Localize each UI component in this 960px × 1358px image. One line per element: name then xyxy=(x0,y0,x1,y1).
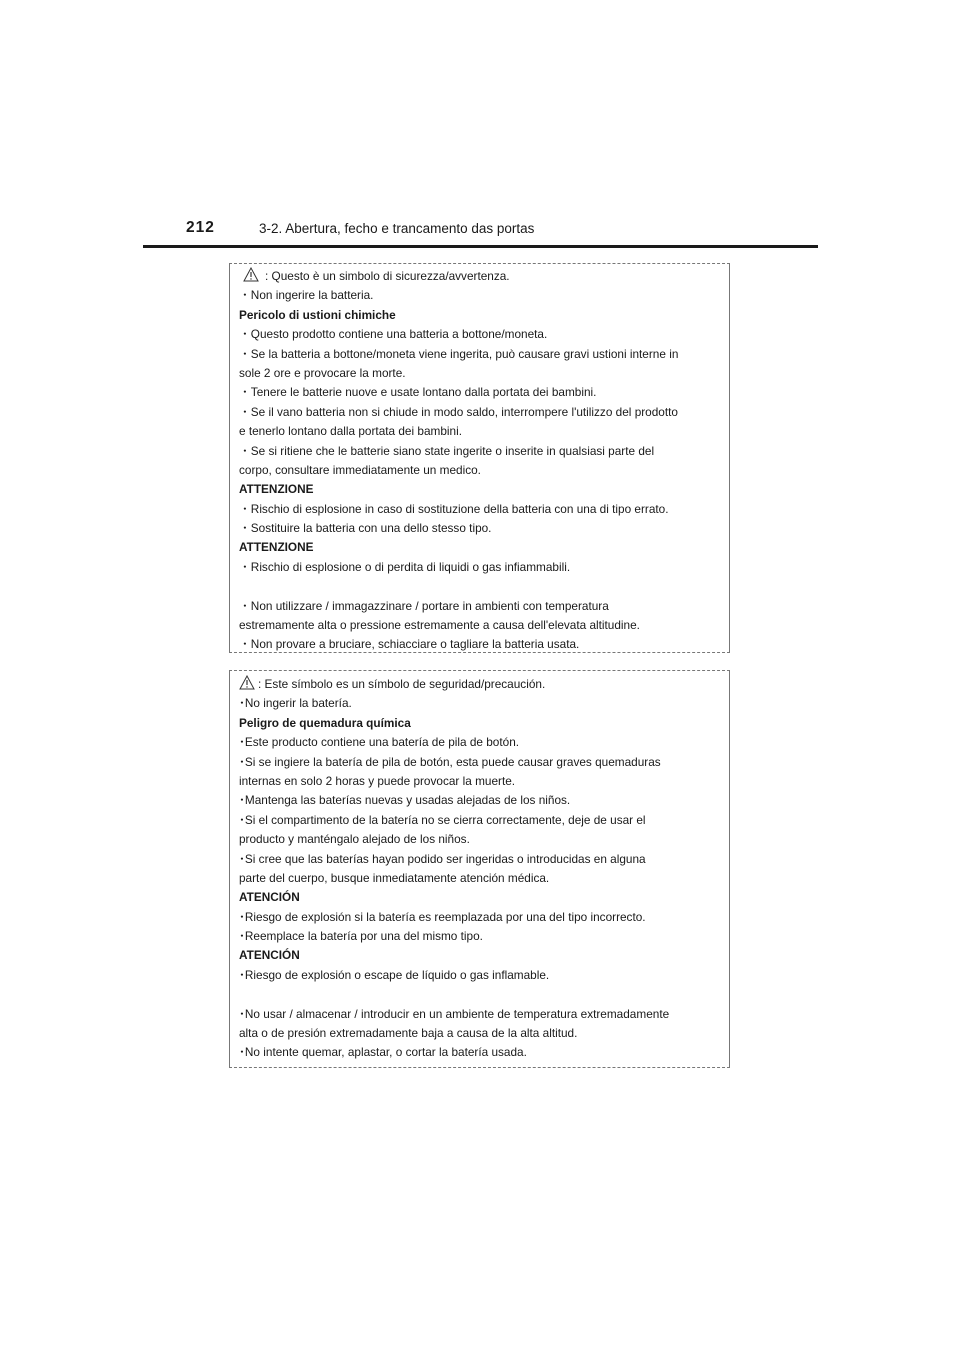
notice-line: internas en solo 2 horas y puede provocar la muerte. xyxy=(239,773,516,788)
notice-line: alta o de presión extremadamente baja a causa de la alta altitud. xyxy=(239,1026,578,1041)
notice-heading: ATTENZIONE xyxy=(239,540,314,555)
notice-line: ･Riesgo de explosión si la batería es reemplazada por una del tipo incorrecto. xyxy=(239,909,646,924)
notice-line xyxy=(239,577,721,596)
page-header xyxy=(186,219,818,243)
notice-line: e tenerlo lontano dalla portata dei bambini. xyxy=(239,424,462,439)
warning-triangle-icon xyxy=(239,675,255,690)
notice-line: parte del cuerpo, busque inmediatamente atención médica. xyxy=(239,870,550,885)
notice-line: ･Si cree que las baterías hayan podido ser ingeridas o introducidas en alguna xyxy=(239,851,646,866)
symbol-text: : Questo è un simbolo di sicurezza/avvertenza. xyxy=(265,269,510,283)
notice-line: ・Se il vano batteria non si chiude in modo saldo, interrompere l'utilizzo del prodotto xyxy=(239,404,678,419)
page-number: 212 xyxy=(186,219,215,236)
notice-heading: ATENCIÓN xyxy=(239,948,300,963)
notice-line: ･Si se ingiere la batería de pila de botón, esta puede causar graves quemaduras xyxy=(239,754,661,769)
notice-line xyxy=(239,985,721,1004)
notice-line: ・Non ingerire la batteria. xyxy=(239,288,374,303)
notice-line: ・Non provare a bruciare, schiacciare o tagliare la batteria usata. xyxy=(239,637,580,652)
notice-line: ・Se la batteria a bottone/moneta viene ingerita, può causare gravi ustioni interne in xyxy=(239,346,679,361)
notice-lines xyxy=(239,286,721,654)
notice-line: ･No ingerir la batería. xyxy=(239,696,352,711)
notice-line: estremamente alta o pressione estremamente a causa dell'elevata altitudine. xyxy=(239,618,640,633)
notice-line: corpo, consultare immediatamente un medico. xyxy=(239,462,481,477)
section-title: 3-2. Abertura, fecho e trancamento das portas xyxy=(259,221,535,236)
notice-line: ･Reemplace la batería por una del mismo tipo. xyxy=(239,929,483,944)
header-rule xyxy=(143,245,818,248)
warning-triangle-icon xyxy=(243,267,259,282)
notice-line: ･Si el compartimento de la batería no se cierra correctamente, deje de usar el xyxy=(239,812,646,827)
notice-line: ・Rischio di esplosione in caso di sostituzione della batteria con una di tipo errato. xyxy=(239,501,669,516)
notice-line: producto y manténgalo alejado de los niños. xyxy=(239,832,470,847)
notice-line: ・Questo prodotto contiene una batteria a bottone/moneta. xyxy=(239,327,548,342)
symbol-line xyxy=(239,267,721,286)
notice-heading: ATTENZIONE xyxy=(239,482,314,497)
notice-line: ・Non utilizzare / immagazzinare / portare in ambienti con temperatura xyxy=(239,598,609,613)
notice-line: ・Tenere le batterie nuove e usate lontano dalla portata dei bambini. xyxy=(239,385,597,400)
notice-line: ･Riesgo de explosión o escape de líquido o gas inflamable. xyxy=(239,967,550,982)
symbol-line xyxy=(239,675,721,694)
notice-line: sole 2 ore e provocare la morte. xyxy=(239,365,406,380)
notice-line: ・Se si ritiene che le batterie siano state ingerite o inserite in qualsiasi parte del xyxy=(239,443,655,458)
notice-heading: Peligro de quemadura química xyxy=(239,715,411,730)
notice-line: ･Este producto contiene una batería de pila de botón. xyxy=(239,735,520,750)
notice-line: ･Mantenga las baterías nuevas y usadas alejadas de los niños. xyxy=(239,793,571,808)
notice-line: ・Sostituire la batteria con una dello stesso tipo. xyxy=(239,521,492,536)
notice-line: ･No intente quemar, aplastar, o cortar la batería usada. xyxy=(239,1045,527,1060)
notice-lines xyxy=(239,694,721,1062)
symbol-text: : Este símbolo es un símbolo de seguridad/precaución. xyxy=(258,677,546,691)
notice-heading: ATENCIÓN xyxy=(239,890,300,905)
notice-line: ･No usar / almacenar / introducir en un ambiente de temperatura extremadamente xyxy=(239,1006,670,1021)
notice-line: ・Rischio di esplosione o di perdita di liquidi o gas infiammabili. xyxy=(239,559,571,574)
notice-heading: Pericolo di ustioni chimiche xyxy=(239,307,396,322)
spanish-warning-box xyxy=(229,670,730,1068)
italian-warning-box xyxy=(229,263,730,653)
